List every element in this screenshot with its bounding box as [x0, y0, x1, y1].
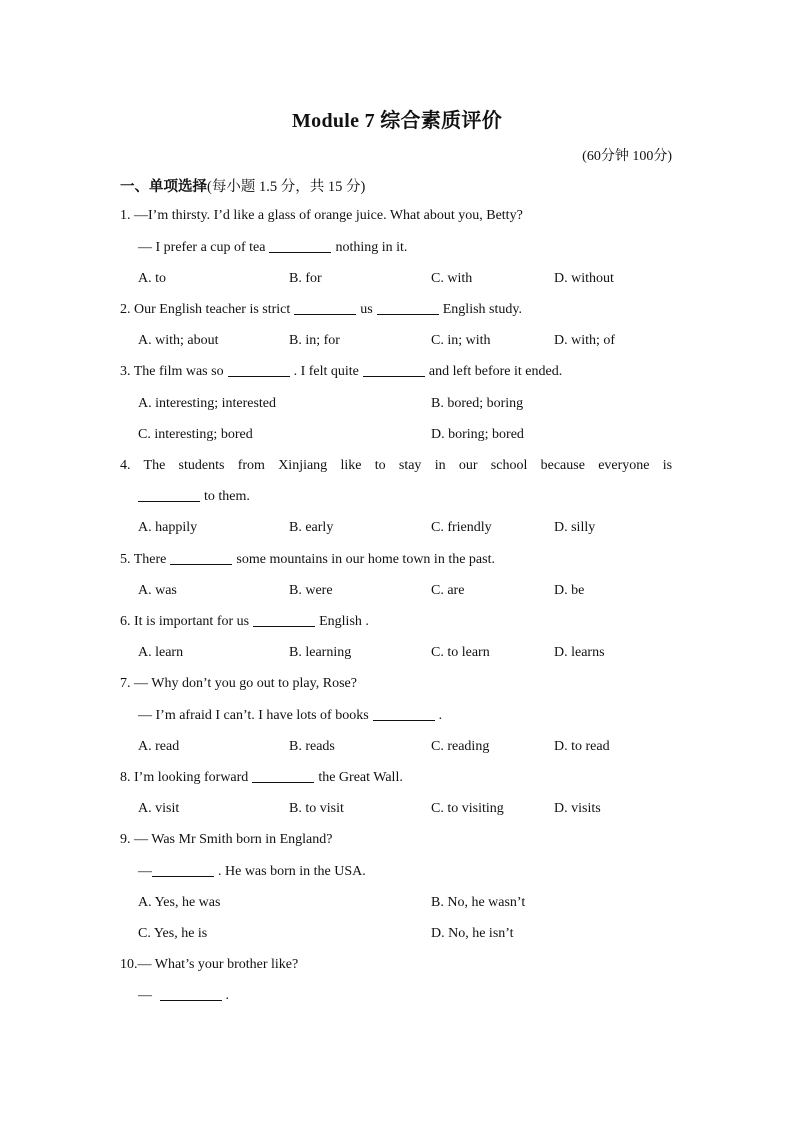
- question-9-options-row-2: [0, 923, 794, 945]
- question-stem: 8. I’m looking forward: [120, 770, 249, 785]
- question-5: [0, 549, 794, 571]
- option-b[interactable]: B. reads: [289, 739, 335, 754]
- dialog-text: .: [438, 708, 443, 723]
- answer-blank[interactable]: [138, 487, 200, 502]
- answer-blank[interactable]: [377, 300, 439, 315]
- option-c[interactable]: C. reading: [431, 739, 490, 754]
- question-5-options: [0, 580, 794, 602]
- option-c[interactable]: C. friendly: [431, 520, 492, 535]
- question-stem: 10.— What’s your brother like?: [120, 957, 299, 972]
- answer-blank[interactable]: [228, 362, 290, 377]
- dialog-text: . He was born in the USA.: [218, 864, 366, 879]
- option-d[interactable]: D. silly: [554, 520, 596, 535]
- question-stem: 4. The students from Xinjiang like to stay in our school because everyone is: [120, 458, 673, 473]
- question-10-dialog: [0, 985, 794, 1007]
- option-b[interactable]: B. bored; boring: [431, 396, 524, 411]
- question-1-dialog: [0, 237, 794, 259]
- dialog-text: .: [225, 988, 229, 1003]
- option-a[interactable]: A. visit: [138, 801, 180, 816]
- question-3-options-row-2: [0, 424, 794, 446]
- question-6: [0, 611, 794, 633]
- answer-blank[interactable]: [269, 238, 331, 253]
- option-c[interactable]: C. interesting; bored: [138, 427, 253, 442]
- option-d[interactable]: D. learns: [554, 645, 605, 660]
- question-1-options: [0, 268, 794, 290]
- option-b[interactable]: B. were: [289, 583, 333, 598]
- dialog-text: —: [138, 864, 152, 879]
- answer-blank[interactable]: [253, 612, 315, 627]
- option-d[interactable]: D. without: [554, 271, 614, 286]
- option-d[interactable]: D. with; of: [554, 333, 616, 348]
- question-8-options: [0, 798, 794, 820]
- question-10: [0, 954, 794, 976]
- option-a[interactable]: A. learn: [138, 645, 184, 660]
- answer-blank[interactable]: [294, 300, 356, 315]
- option-a[interactable]: A. to: [138, 271, 166, 286]
- dialog-text: — I’m afraid I can’t. I have lots of books: [138, 708, 369, 723]
- question-2: [0, 299, 794, 321]
- option-d[interactable]: D. be: [554, 583, 585, 598]
- question-7: [0, 673, 794, 695]
- question-stem: some mountains in our home town in the past.: [236, 552, 495, 567]
- question-stem: 3. The film was so: [120, 364, 224, 379]
- question-stem: 7. — Why don’t you go out to play, Rose?: [120, 676, 357, 691]
- dialog-text: —: [138, 988, 156, 1003]
- option-a[interactable]: A. Yes, he was: [138, 895, 221, 910]
- section-header: [120, 175, 365, 196]
- question-4-options: [0, 517, 794, 539]
- question-stem: 1. —I’m thirsty. I’d like a glass of orange juice. What about you, Betty?: [120, 208, 523, 223]
- option-b[interactable]: B. learning: [289, 645, 352, 660]
- question-4-continued: [0, 486, 794, 508]
- question-4: [0, 455, 794, 477]
- question-stem: 6. It is important for us: [120, 614, 250, 629]
- question-8: [0, 767, 794, 789]
- option-b[interactable]: B. No, he wasn’t: [431, 895, 526, 910]
- section-scoring-note: (每小题 1.5 分，共 15 分): [207, 179, 366, 195]
- option-a[interactable]: A. happily: [138, 520, 198, 535]
- option-d[interactable]: D. to read: [554, 739, 610, 754]
- option-b[interactable]: B. to visit: [289, 801, 344, 816]
- answer-blank[interactable]: [363, 362, 425, 377]
- option-a[interactable]: A. with; about: [138, 333, 219, 348]
- question-7-options: [0, 736, 794, 758]
- question-1: [0, 205, 794, 227]
- option-d[interactable]: D. No, he isn’t: [431, 926, 514, 941]
- section-title: 一、单项选择: [120, 179, 207, 195]
- option-a[interactable]: A. interesting; interested: [138, 396, 277, 411]
- page-title: Module 7 综合素质评价: [291, 110, 503, 132]
- dialog-text: nothing in it.: [335, 240, 408, 255]
- option-b[interactable]: B. for: [289, 271, 322, 286]
- question-stem: English study.: [442, 302, 522, 317]
- question-3-options-row-1: [0, 393, 794, 415]
- question-stem: the Great Wall.: [318, 770, 403, 785]
- option-c[interactable]: C. to learn: [431, 645, 490, 660]
- answer-blank[interactable]: [373, 706, 435, 721]
- question-stem: English .: [319, 614, 369, 629]
- question-stem: 5. There: [120, 552, 167, 567]
- option-c[interactable]: C. are: [431, 583, 465, 598]
- option-c[interactable]: C. with: [431, 271, 473, 286]
- answer-blank[interactable]: [152, 862, 214, 877]
- option-c[interactable]: C. Yes, he is: [138, 926, 208, 941]
- question-stem: 9. — Was Mr Smith born in England?: [120, 832, 333, 847]
- question-6-options: [0, 642, 794, 664]
- answer-blank[interactable]: [170, 550, 232, 565]
- question-2-options: [0, 330, 794, 352]
- question-stem: and left before it ended.: [428, 364, 563, 379]
- option-d[interactable]: D. boring; bored: [431, 427, 524, 442]
- option-b[interactable]: B. early: [289, 520, 334, 535]
- exam-timing: (60分钟 100分): [582, 149, 672, 164]
- question-7-dialog: [0, 705, 794, 727]
- option-b[interactable]: B. in; for: [289, 333, 340, 348]
- option-c[interactable]: C. in; with: [431, 333, 491, 348]
- answer-blank[interactable]: [160, 986, 222, 1001]
- question-stem: 2. Our English teacher is strict: [120, 302, 291, 317]
- question-9: [0, 829, 794, 851]
- question-stem: us: [360, 302, 373, 317]
- dialog-text: — I prefer a cup of tea: [138, 240, 266, 255]
- question-9-dialog: [0, 861, 794, 883]
- question-stem: to them.: [204, 489, 250, 504]
- question-stem: . I felt quite: [293, 364, 359, 379]
- option-c[interactable]: C. to visiting: [431, 801, 504, 816]
- option-a[interactable]: A. was: [138, 583, 177, 598]
- option-a[interactable]: A. read: [138, 739, 180, 754]
- question-9-options-row-1: [0, 892, 794, 914]
- option-d[interactable]: D. visits: [554, 801, 601, 816]
- question-3: [0, 361, 794, 383]
- answer-blank[interactable]: [252, 768, 314, 783]
